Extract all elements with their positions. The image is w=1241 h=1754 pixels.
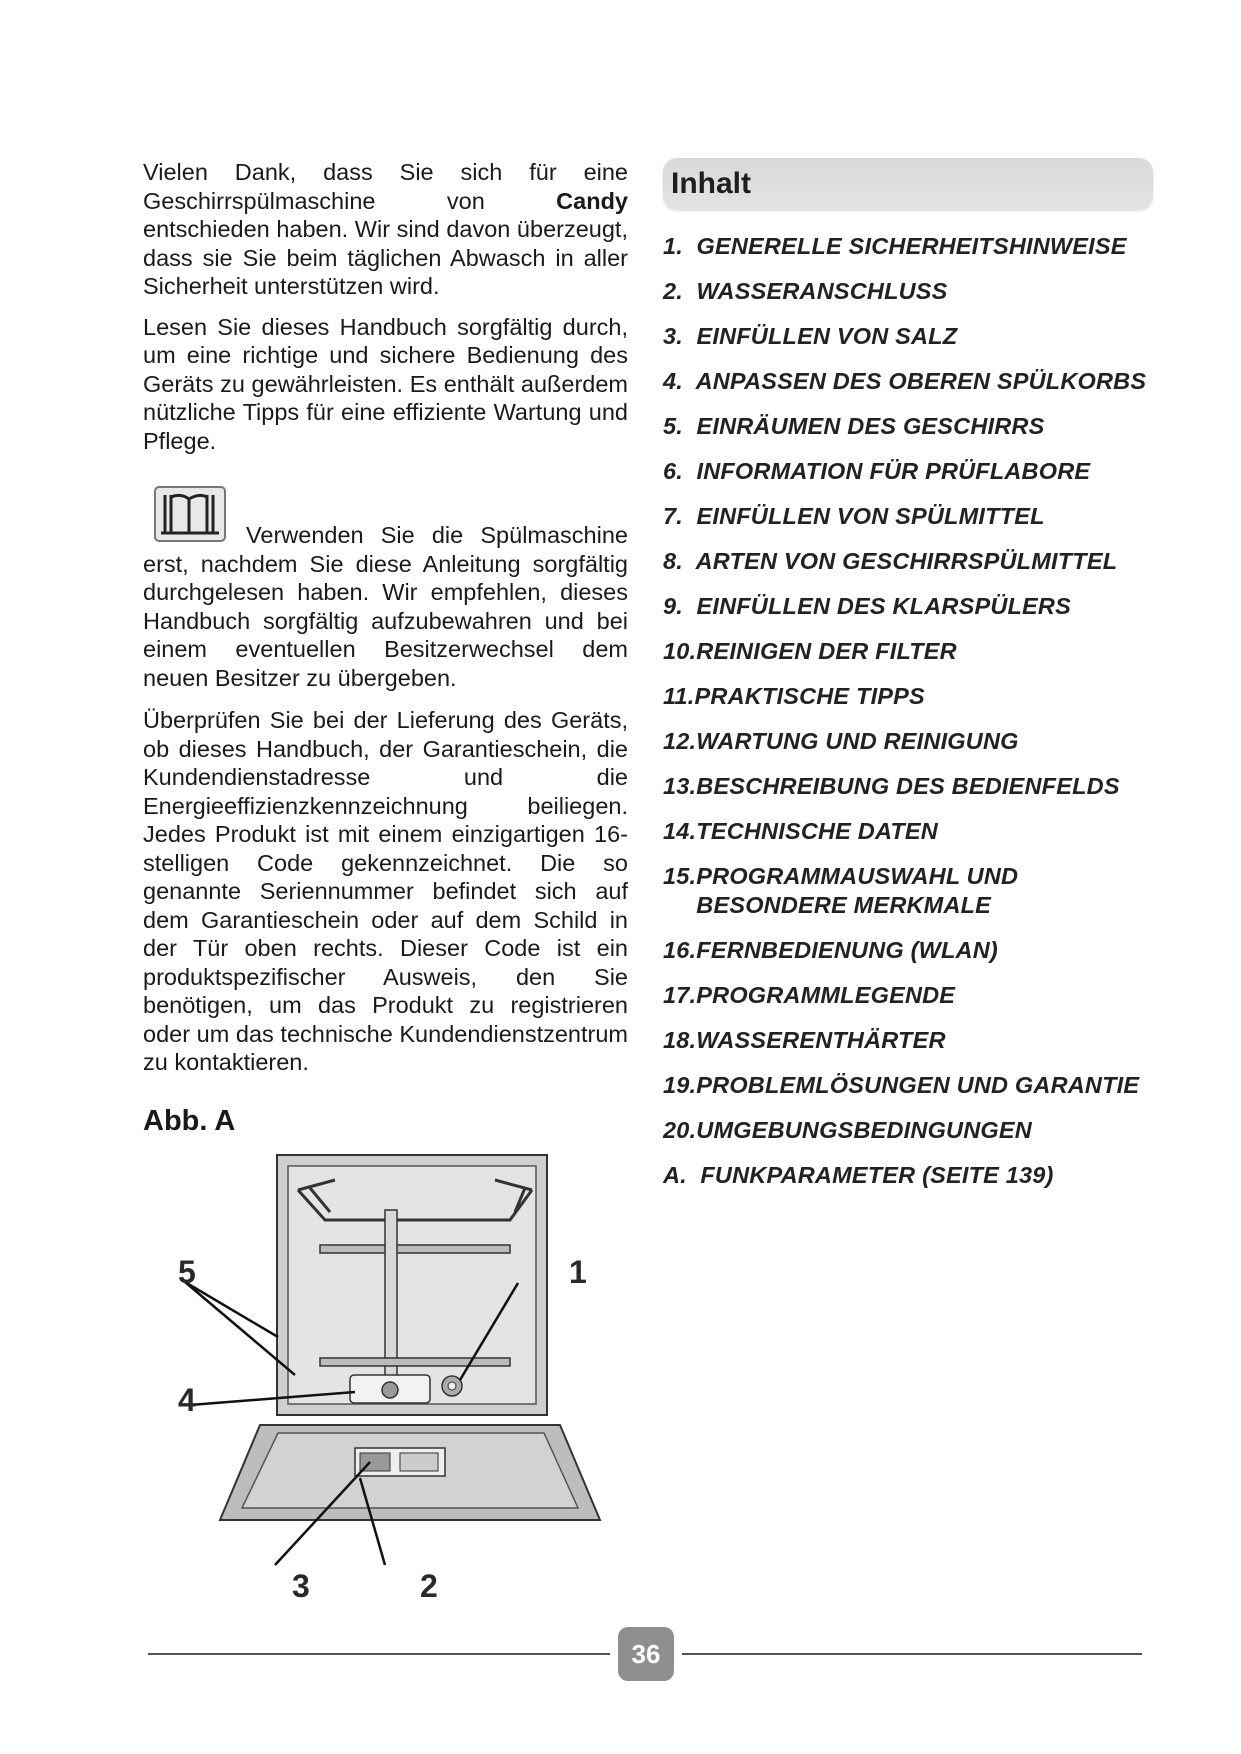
dishwasher-illustration	[160, 1150, 660, 1620]
toc-item-label: WASSERANSCHLUSS	[696, 278, 948, 304]
toc-item[interactable]	[663, 592, 1163, 621]
footer-divider	[148, 1653, 610, 1655]
toc-item-label: GENERELLE SICHERHEITSHINWEISE	[696, 233, 1127, 259]
toc-item-label: PROGRAMMLEGENDE	[696, 982, 956, 1008]
toc-list	[663, 232, 1163, 1190]
toc-item-label: PROBLEMLÖSUNGEN UND GARANTIE	[696, 1072, 1140, 1098]
intro-paragraph-read: Lesen Sie dieses Handbuch sorgfältig durch, um eine richtige und sichere Bedienung des Geräts zu gewährleisten. Es enthält außerdem nützliche Tipps für eine effiziente Wartung und Pflege.	[143, 313, 628, 454]
intro-column	[143, 158, 628, 1138]
toc-item[interactable]	[663, 1161, 1163, 1190]
toc-item-label: WARTUNG UND REINIGUNG	[696, 728, 1019, 754]
callout-number: 4	[178, 1382, 196, 1418]
intro-text: Vielen Dank, dass Sie sich für eine Geschirrspülmaschine von	[143, 159, 628, 214]
toc-item-number: 9.	[663, 593, 683, 619]
toc-item-number: 16.	[663, 937, 697, 963]
toc-item-label: EINRÄUMEN DES GESCHIRRS	[696, 413, 1045, 439]
toc-item-label: INFORMATION FÜR PRÜFLABORE	[696, 458, 1091, 484]
intro-paragraph-delivery: Überprüfen Sie bei der Lieferung des Geräts, ob dieses Handbuch, der Garantieschein, die Kundendienstadresse und die Energieeffizienzkennzeichnung beiliegen. Jedes Produkt ist mit einem einzigartigen 16-stelligen Code gekennzeichnet. Die so genannte Seriennummer befindet sich auf dem Garantieschein oder auf dem Schild in der Tür oben rechts. Dieser Code ist ein produktspezifischer Ausweis, den Sie benötigen, um das Produkt zu registrieren oder um das technische Kundendienstzentrum zu kontaktieren.	[143, 707, 628, 1075]
toc-item-label: REINIGEN DER FILTER	[696, 638, 957, 664]
toc-item-label: ARTEN VON GESCHIRRSPÜLMITTEL	[695, 548, 1118, 574]
toc-item-number: 19.	[663, 1072, 697, 1098]
toc-item[interactable]	[663, 1026, 1163, 1055]
toc-item[interactable]	[663, 502, 1163, 531]
toc-item[interactable]	[663, 1071, 1163, 1100]
toc-item-number: 4.	[663, 368, 683, 394]
toc-item-label: FUNKPARAMETER (SEITE 139)	[700, 1162, 1054, 1188]
footer-divider	[682, 1653, 1142, 1655]
toc-column	[663, 158, 1163, 1206]
callout-number: 1	[569, 1254, 587, 1290]
toc-item-label: FERNBEDIENUNG (WLAN)	[696, 937, 998, 963]
toc-item-number: 1.	[663, 233, 683, 259]
toc-item-label: UMGEBUNGSBEDINGUNGEN	[696, 1117, 1032, 1143]
toc-item-label: WASSERENTHÄRTER	[696, 1027, 946, 1053]
figure-label: Abb. A	[143, 1104, 236, 1137]
dishwasher-figure	[160, 1150, 660, 1620]
callout-number: 2	[420, 1568, 438, 1604]
toc-item-label: TECHNISCHE DATEN	[696, 818, 938, 844]
read-manual-note	[143, 485, 628, 692]
page-number: 36	[618, 1627, 674, 1681]
toc-item-label: ANPASSEN DES OBEREN SPÜLKORBS	[695, 368, 1147, 394]
toc-item-number: 18.	[663, 1027, 697, 1053]
intro-paragraph-thanks	[143, 158, 628, 301]
toc-item-label: PROGRAMMAUSWAHL UND BESONDERE MERKMALE	[696, 863, 1019, 918]
toc-item-number: 10.	[663, 638, 697, 664]
toc-item-number: 3.	[663, 323, 683, 349]
toc-item[interactable]	[663, 367, 1163, 396]
toc-item-number: 17.	[663, 982, 697, 1008]
toc-item[interactable]	[663, 322, 1163, 351]
toc-item[interactable]	[663, 817, 1163, 846]
toc-item[interactable]	[663, 727, 1163, 756]
toc-item[interactable]	[663, 547, 1163, 576]
toc-item[interactable]	[663, 772, 1163, 801]
toc-item-number: 15.	[663, 863, 697, 889]
toc-item-label: PRAKTISCHE TIPPS	[694, 683, 925, 709]
toc-item[interactable]	[663, 457, 1163, 486]
toc-item-number: 8.	[663, 548, 683, 574]
toc-item[interactable]	[663, 412, 1163, 441]
toc-item-number: 14.	[663, 818, 697, 844]
toc-item-number: 2.	[663, 278, 683, 304]
toc-item-number: 11.	[663, 683, 695, 709]
toc-item-number: 5.	[663, 413, 683, 439]
intro-text: entschieden haben. Wir sind davon überzeugt, dass sie Sie beim täglichen Abwasch in aller Sicherheit unterstützen wird.	[143, 216, 628, 299]
toc-item[interactable]	[663, 682, 1163, 711]
toc-item[interactable]	[663, 862, 1163, 920]
toc-item-number: A.	[663, 1162, 687, 1188]
toc-item[interactable]	[663, 981, 1163, 1010]
toc-item[interactable]	[663, 277, 1163, 306]
intro-paragraph-usage: Verwenden Sie die Spülmaschine erst, nachdem Sie diese Anleitung sorgfältig durchgelesen haben. Wir empfehlen, dieses Handbuch sorgfältig aufzubewahren und bei einem eventuellen Besitzerwechsel dem neuen Besitzer zu übergeben.	[143, 522, 628, 691]
toc-title: Inhalt	[671, 167, 751, 200]
manual-book-icon	[153, 485, 227, 543]
toc-item-label: EINFÜLLEN VON SALZ	[696, 323, 958, 349]
toc-item[interactable]	[663, 1116, 1163, 1145]
toc-item-label: BESCHREIBUNG DES BEDIENFELDS	[696, 773, 1120, 799]
toc-item[interactable]	[663, 232, 1163, 261]
toc-item-label: EINFÜLLEN DES KLARSPÜLERS	[696, 593, 1071, 619]
toc-item-number: 6.	[663, 458, 683, 484]
toc-item-number: 7.	[663, 503, 683, 529]
callout-number: 3	[292, 1568, 310, 1604]
toc-header	[663, 158, 1153, 210]
toc-item[interactable]	[663, 936, 1163, 965]
toc-item-number: 12.	[663, 728, 697, 754]
brand-name: Candy	[556, 187, 628, 214]
callout-number: 5	[178, 1254, 196, 1290]
toc-item-label: EINFÜLLEN VON SPÜLMITTEL	[696, 503, 1045, 529]
toc-item[interactable]	[663, 637, 1163, 666]
toc-item-number: 13.	[663, 773, 697, 799]
toc-item-number: 20.	[663, 1117, 697, 1143]
